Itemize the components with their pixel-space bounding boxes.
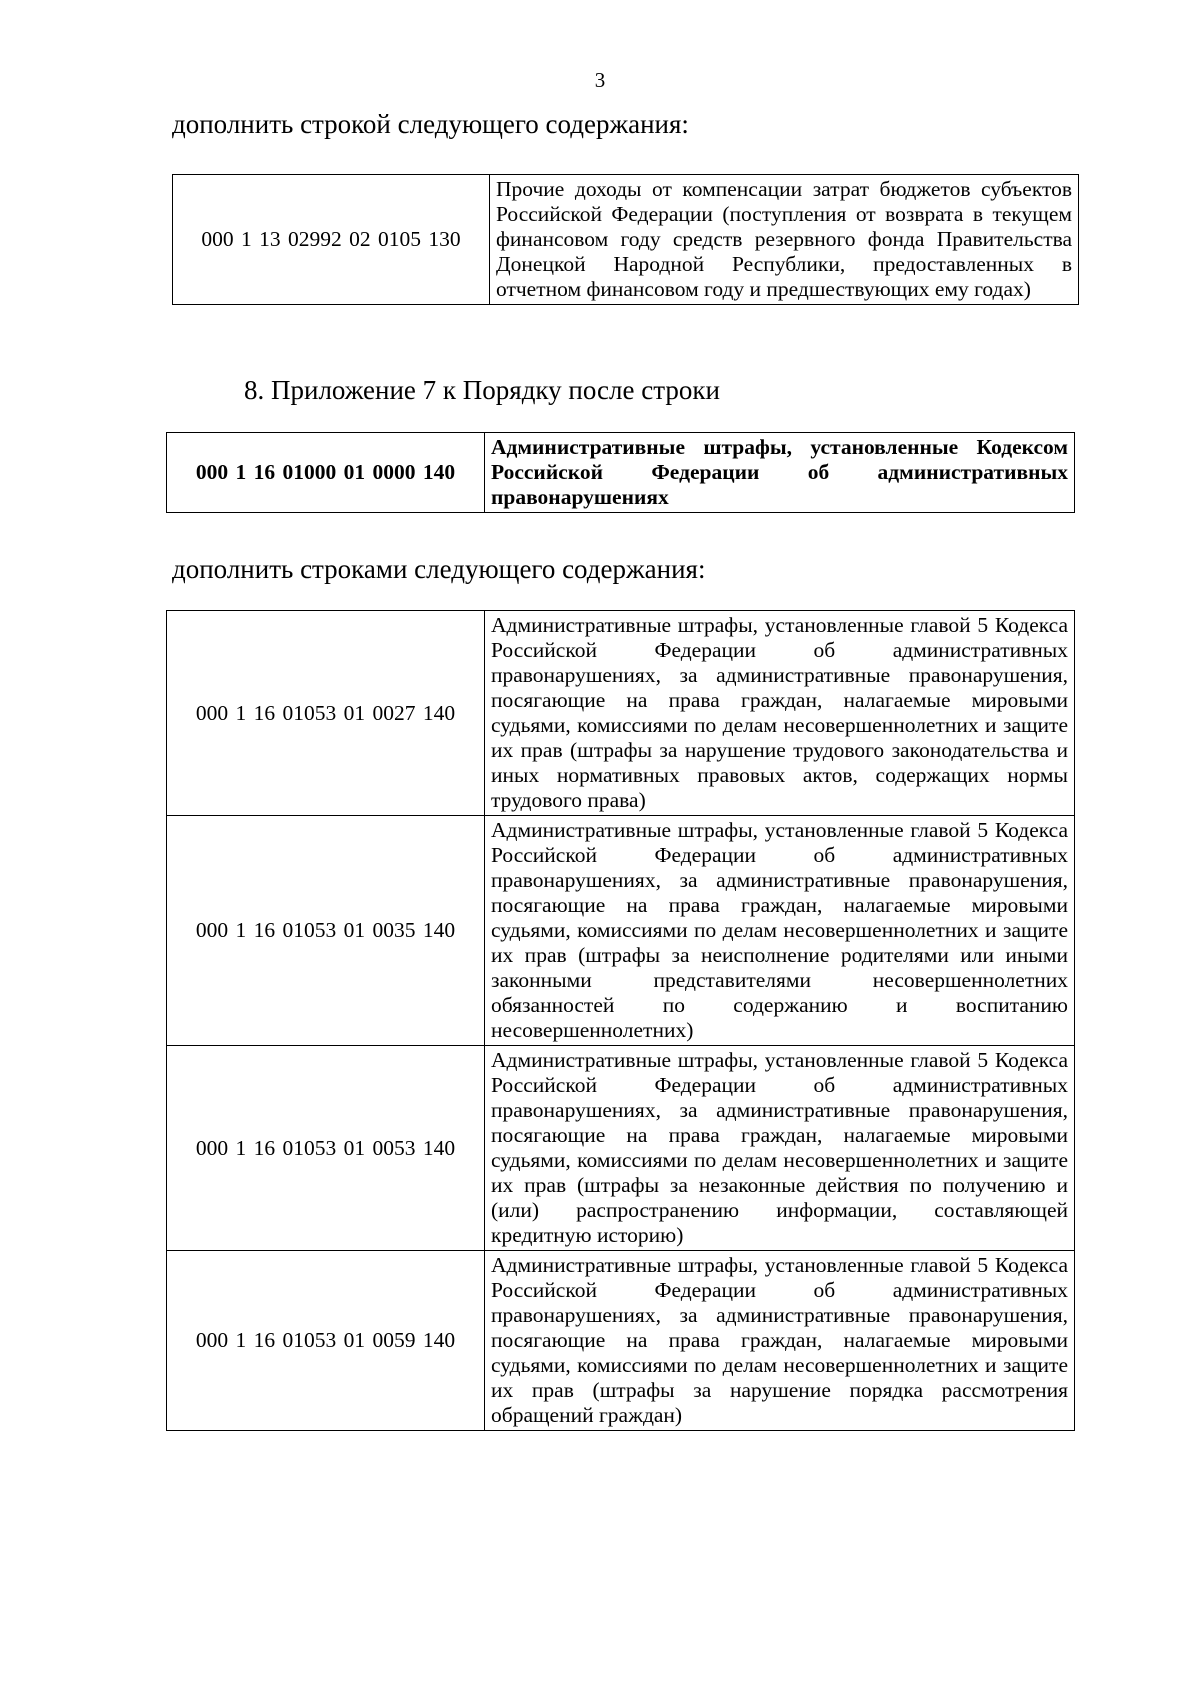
page-number: 3 [594, 68, 606, 92]
table-row [167, 1251, 1075, 1431]
table-added-income-row [172, 174, 1079, 305]
table-row [167, 433, 1075, 513]
description-cell: Прочие доходы от компенсации затрат бюджетов субъектов Российской Федерации (поступления от возврата в текущем финансовом году средств резервного фонда Правительства Донецкой Народной Республики, предоставленных в отчетном финансовом году и предшествующих ему годах) [490, 175, 1079, 305]
budget-code-cell: 000 1 16 01053 01 0053 140 [167, 1046, 485, 1251]
budget-code-cell: 000 1 16 01000 01 0000 140 [167, 433, 485, 513]
intro-paragraph-multiple-rows: дополнить строками следующего содержания: [172, 554, 706, 584]
section-8-heading: 8. Приложение 7 к Порядку после строки [244, 375, 720, 405]
table-row [173, 175, 1079, 305]
table-row [167, 1046, 1075, 1251]
description-cell: Административные штрафы, установленные главой 5 Кодекса Российской Федерации об административных правонарушениях, за административные правонарушения, посягающие на права граждан, налагаемые мировыми судьями, комиссиями по делам несовершеннолетних и защите их прав (штрафы за нарушение трудового законодательства и иных нормативных правовых актов, содержащих нормы трудового права) [485, 611, 1075, 816]
table-added-fine-rows [166, 610, 1075, 1431]
table-row [167, 816, 1075, 1046]
budget-code-cell: 000 1 16 01053 01 0035 140 [167, 816, 485, 1046]
description-cell: Административные штрафы, установленные главой 5 Кодекса Российской Федерации об административных правонарушениях, за административные правонарушения, посягающие на права граждан, налагаемые мировыми судьями, комиссиями по делам несовершеннолетних и защите их прав (штрафы за нарушение порядка рассмотрения обращений граждан) [485, 1251, 1075, 1431]
table-reference-row [166, 432, 1075, 513]
budget-code-cell: 000 1 16 01053 01 0059 140 [167, 1251, 485, 1431]
description-cell: Административные штрафы, установленные Кодексом Российской Федерации об административных правонарушениях [485, 433, 1075, 513]
budget-code-cell: 000 1 16 01053 01 0027 140 [167, 611, 485, 816]
intro-paragraph-single-row: дополнить строкой следующего содержания: [172, 109, 689, 139]
description-cell: Административные штрафы, установленные главой 5 Кодекса Российской Федерации об административных правонарушениях, за административные правонарушения, посягающие на права граждан, налагаемые мировыми судьями, комиссиями по делам несовершеннолетних и защите их прав (штрафы за незаконные действия по получению и (или) распространению информации, составляющей кредитную историю) [485, 1046, 1075, 1251]
description-cell: Административные штрафы, установленные главой 5 Кодекса Российской Федерации об административных правонарушениях, за административные правонарушения, посягающие на права граждан, налагаемые мировыми судьями, комиссиями по делам несовершеннолетних и защите их прав (штрафы за неисполнение родителями или иными законными представителями несовершеннолетних обязанностей по содержанию и воспитанию несовершеннолетних) [485, 816, 1075, 1046]
budget-code-cell: 000 1 13 02992 02 0105 130 [173, 175, 490, 305]
table-row [167, 611, 1075, 816]
